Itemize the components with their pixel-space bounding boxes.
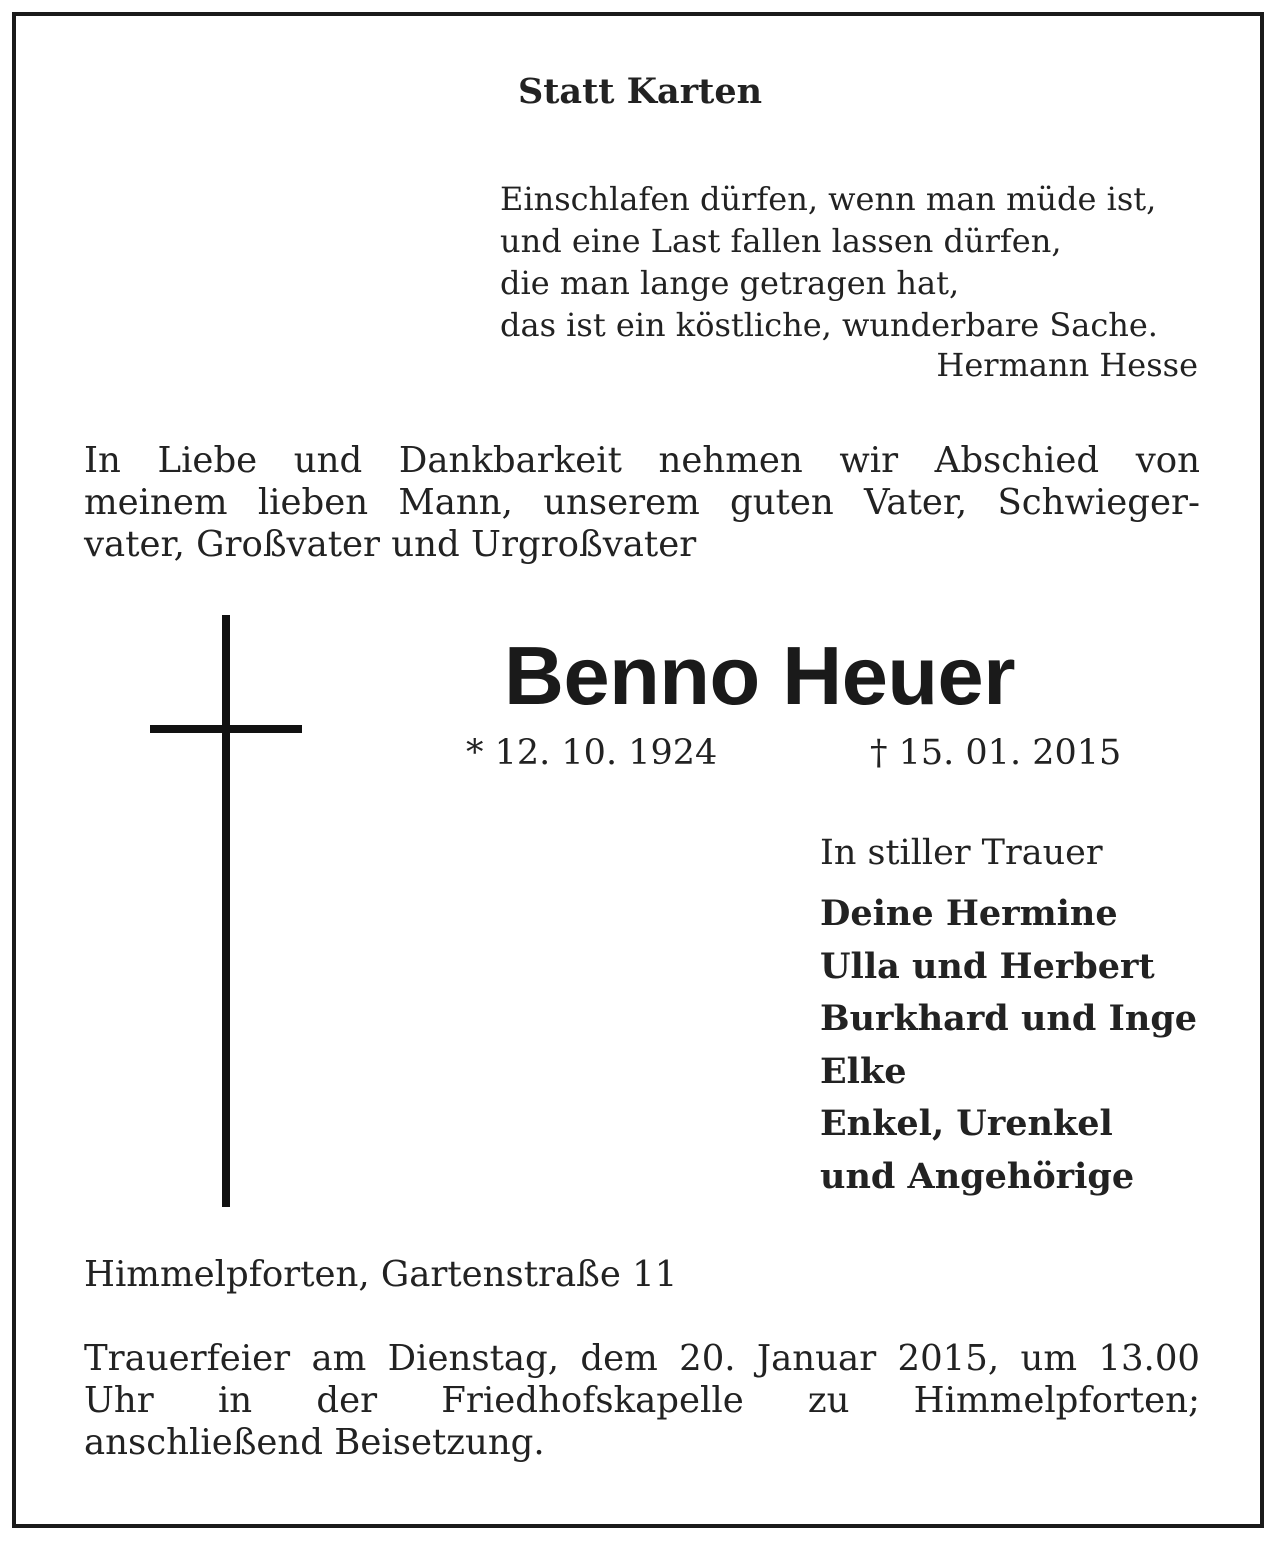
ceremony-line: anschließend Beisetzung. (84, 1422, 545, 1463)
birth-date: * 12. 10. 1924 (466, 733, 718, 773)
mourners-list (820, 888, 1197, 1203)
mourner-name: Enkel, Urenkel (820, 1103, 1113, 1144)
quote-line: Einschlafen dürfen, wenn man müde ist, (500, 180, 1157, 218)
quote-line: die man lange getragen hat, (500, 264, 960, 302)
poem-quote (500, 178, 1158, 346)
cross-vertical-bar (222, 615, 230, 1207)
intro-text (84, 440, 1200, 566)
family-address: Himmelpforten, Gartenstraße 11 (84, 1254, 678, 1295)
quote-line: und eine Last fallen lassen dürfen, (500, 222, 1062, 260)
intro-line: In Liebe und Dankbarkeit nehmen wir Abschied von (84, 440, 1200, 481)
notice-heading: Statt Karten (517, 71, 763, 112)
cross-horizontal-bar (150, 725, 302, 733)
quote-line: das ist ein köstliche, wunderbare Sache. (500, 306, 1158, 344)
mourner-name: Deine Hermine (820, 893, 1118, 934)
ceremony-line: Trauerfeier am Dienstag, dem 20. Januar 2015, um 13.00 (84, 1338, 1200, 1379)
mourning-heading: In stiller Trauer (820, 833, 1103, 873)
intro-line: vater, Großvater und Urgroßvater (84, 524, 697, 565)
mourner-name: Burkhard und Inge (820, 998, 1198, 1039)
deceased-name: Benno Heuer (504, 629, 1016, 722)
ceremony-text (84, 1338, 1200, 1464)
death-date: † 15. 01. 2015 (870, 733, 1122, 773)
mourner-name: Ulla und Herbert (820, 945, 1155, 987)
mourner-name: Elke (820, 1050, 907, 1092)
ceremony-line: Uhr in der Friedhofskapelle zu Himmelpforten; (84, 1380, 1200, 1421)
intro-line: meinem lieben Mann, unserem guten Vater, Schwieger- (84, 482, 1200, 523)
mourner-name: und Angehörige (820, 1155, 1135, 1197)
quote-author: Hermann Hesse (936, 346, 1198, 384)
